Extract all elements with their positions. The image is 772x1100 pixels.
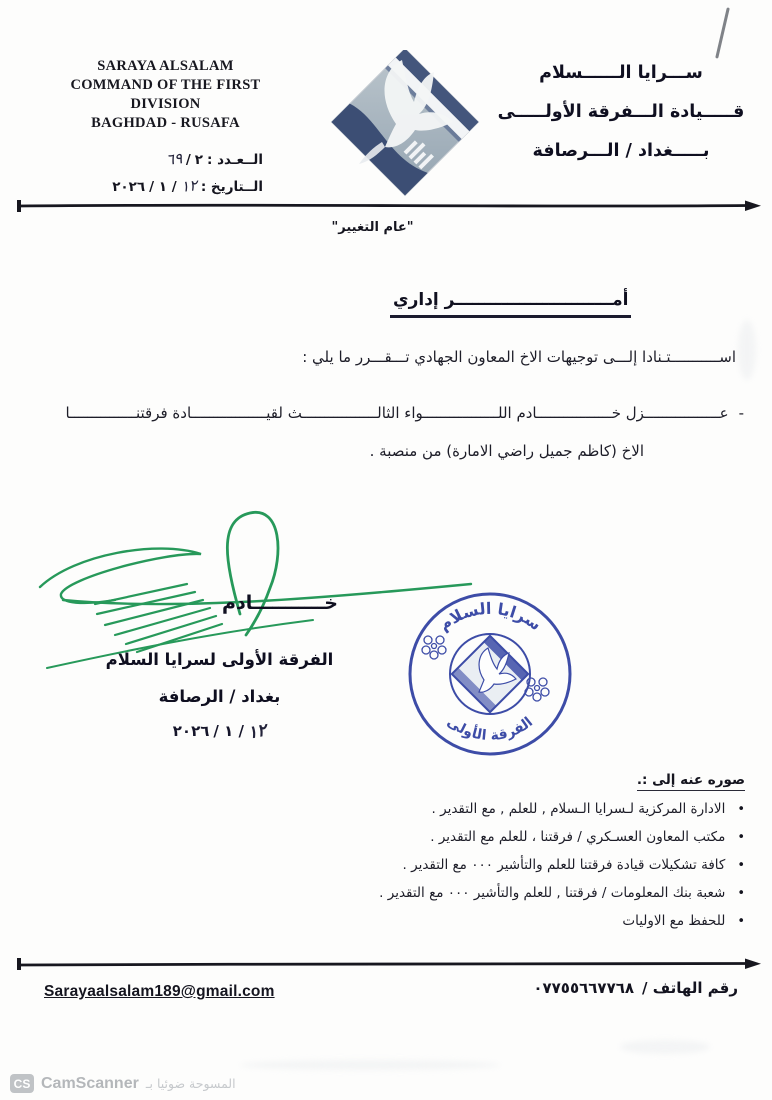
- date-label: الــتاريخ :: [200, 179, 263, 195]
- letterhead-line: DIVISION: [130, 96, 201, 112]
- svg-text:الفرقة الأولى: [444, 714, 536, 744]
- phone-number: ٠٧٧٥٥٦٦٧٧٦٨: [533, 979, 635, 997]
- order-item-line2: الاخ (كاظم جميل راضي الامارة) من منصبة .: [369, 442, 644, 460]
- bullet-icon: •: [737, 830, 745, 845]
- order-title: أمـــــــــــــــــــــــــــر إداري: [390, 290, 631, 318]
- letterhead-line: BAGHDAD - RUSAFA: [91, 115, 240, 131]
- number-handwritten: ٦٩: [164, 149, 183, 169]
- bullet-icon: •: [737, 886, 745, 901]
- camscanner-arabic-label: المسوحة ضوئيا بـ: [145, 1076, 236, 1091]
- signature-date-year: ٢٠٢٦: [172, 722, 210, 740]
- stamp-bottom-text: الفرقة الأولى: [443, 713, 537, 744]
- arabic-letterhead: [492, 54, 750, 171]
- distribution-title: صوره عنه إلى :.: [637, 772, 745, 791]
- signatory-org: الفرقة الأولى لسرايا السلام: [105, 650, 334, 669]
- list-item: [379, 801, 745, 829]
- phone-row: [533, 979, 738, 997]
- dove-diamond-logo: [326, 50, 484, 198]
- number-printed: ٢: [194, 152, 204, 168]
- arrowhead-icon: [745, 201, 761, 212]
- order-intro: اســـــــــــتـنادا إلـــى توجيهات الاخ المعاون الجهادي تـــقـــرر ما يلي :: [302, 348, 736, 366]
- list-item-text: شعبة بنك المعلومات / فرقتنا , للعلم والتأشير ٠٠٠ مع التقدير .: [379, 885, 726, 901]
- order-item-line1: [28, 404, 744, 422]
- signature-date-day: ١٢: [246, 720, 268, 744]
- stamp-top-text: سرايا السلام: [434, 598, 545, 635]
- scan-smudge: [738, 320, 756, 380]
- arrow-divider-top: [13, 198, 762, 214]
- list-item-text: كافة تشكيلات قيادة فرقتنا للعلم والتأشير ٠٠٠ مع التقدير .: [402, 857, 726, 873]
- camscanner-badge-icon: CS: [10, 1074, 34, 1093]
- list-item: [379, 913, 745, 941]
- pen-stroke-mark: [715, 7, 730, 58]
- signature-date-middle: / ١ /: [213, 722, 244, 740]
- distribution-list: [379, 801, 745, 941]
- signatory-title: خـــــــــــادم: [222, 592, 338, 614]
- letterhead-line: SARAYA ALSALAM: [97, 58, 234, 74]
- arabic-letterhead-line: بـــــغداد / الـــرصافة: [532, 141, 710, 161]
- reference-block: [38, 150, 263, 204]
- arrowhead-icon: [745, 959, 761, 970]
- letterhead-line: COMMAND OF THE FIRST: [70, 77, 261, 93]
- bullet-icon: •: [737, 802, 745, 817]
- reference-date-row: [38, 177, 263, 195]
- camscanner-watermark: [10, 1074, 236, 1093]
- number-slash: /: [185, 152, 191, 168]
- english-letterhead: [38, 57, 293, 133]
- arabic-letterhead-line: ســـرايا الــــــسلام: [539, 63, 703, 83]
- email-address: Sarayaalsalam189@gmail.com: [44, 983, 275, 1000]
- list-item-text: مكتب المعاون العسـكري / فرقتنا ، للعلم مع التقدير .: [430, 829, 726, 845]
- list-item: [379, 829, 745, 857]
- stamp-flower-ornament-left: [422, 636, 446, 659]
- date-handwritten-day: ١٢: [179, 176, 198, 196]
- arrow-divider-bottom: [13, 956, 762, 972]
- bullet-icon: •: [737, 858, 745, 873]
- signature-date: [92, 722, 347, 742]
- list-item: [379, 885, 745, 913]
- number-label: الــعـدد :: [207, 152, 263, 168]
- item-dash: -: [738, 404, 744, 422]
- slogan-year-of-change: "عام التغيير": [331, 220, 414, 235]
- phone-label: رقم الهاتف /: [642, 979, 738, 997]
- arabic-letterhead-line: قـــــيادة الـــفرقة الأولـــــى: [497, 102, 745, 122]
- list-item: [379, 857, 745, 885]
- item-text: عـــــــــــــــــزل خـــــــــــــــــادم اللـــــــــــــــــواء الثالـــــــــــــــــث لقيـــــــــــــــــادة فرقتنـــــــــــــــا: [65, 404, 729, 422]
- official-round-stamp: [404, 584, 576, 762]
- date-year: ٢٠٢٦: [112, 179, 146, 195]
- scan-smudge: [620, 1040, 710, 1054]
- scan-smudge: [240, 1060, 500, 1070]
- reference-number-row: [38, 150, 263, 168]
- list-item-text: للحفظ مع الاوليات: [622, 913, 726, 929]
- list-item-text: الادارة المركزية لـسرايا الـسلام , للعلم , مع التقدير .: [431, 801, 726, 817]
- bullet-icon: •: [737, 914, 745, 929]
- signatory-place: بغداد / الرصافة: [158, 687, 281, 706]
- camscanner-brand: CamScanner: [41, 1074, 139, 1092]
- date-middle: / ١ /: [149, 179, 177, 195]
